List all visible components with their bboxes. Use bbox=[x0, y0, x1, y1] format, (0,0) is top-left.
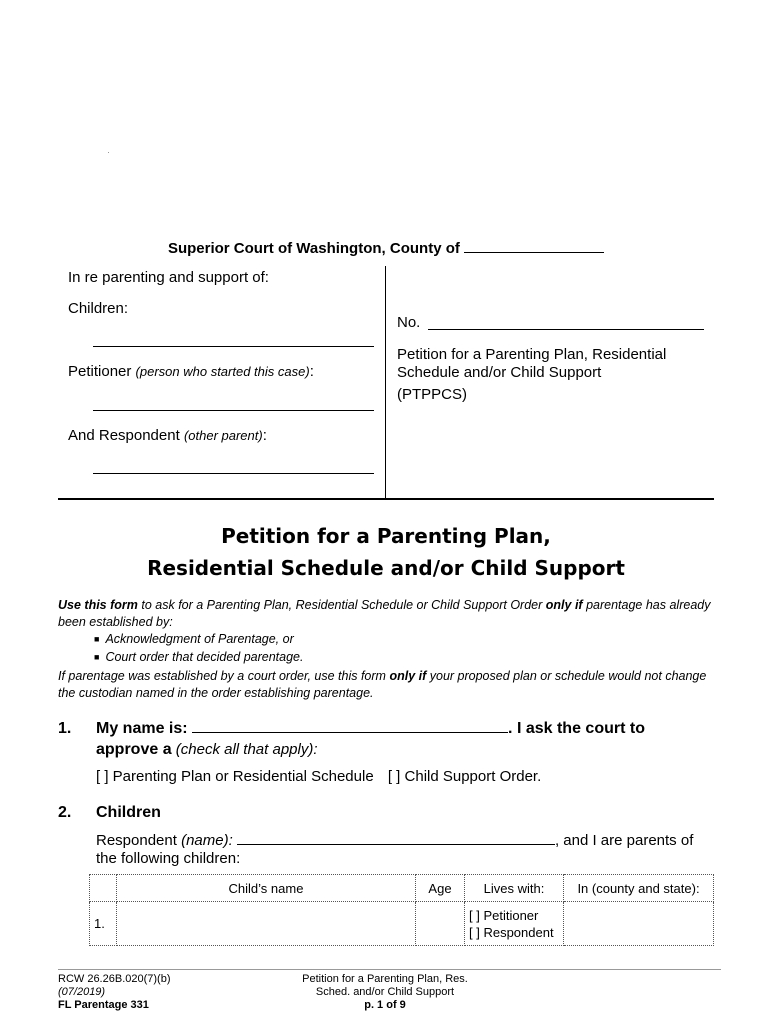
parenting-plan-checkbox[interactable]: [ ] Parenting Plan or Residential Schedule bbox=[96, 768, 374, 785]
my-name-blank[interactable] bbox=[192, 732, 508, 733]
scan-speck bbox=[108, 152, 109, 153]
row-number-header bbox=[90, 875, 117, 902]
child-name-cell[interactable] bbox=[117, 902, 416, 946]
footer-center-line2: Sched. and/or Child Support bbox=[315, 986, 455, 998]
lives-with-header: Lives with: bbox=[465, 875, 564, 902]
bullet-square-icon: ■ bbox=[94, 634, 100, 644]
footer-left bbox=[58, 973, 171, 1012]
petitioner-label: Petitioner bbox=[68, 363, 132, 380]
row-number-cell: 1. bbox=[90, 902, 117, 946]
footer-date: (07/2019) bbox=[58, 986, 106, 998]
footer-center bbox=[255, 973, 515, 1012]
petitioner-colon: : bbox=[309, 363, 314, 380]
instructions-p2-end: your proposed plan or schedule would not change the custodian named in the order establishing parentage. bbox=[58, 669, 707, 700]
doc-title-line1: Petition for a Parenting Plan, Residential bbox=[397, 346, 667, 363]
lives-with-cell bbox=[465, 902, 564, 946]
case-number-label: No. bbox=[397, 314, 421, 331]
court-heading-text: Superior Court of Washington, County of bbox=[167, 240, 460, 257]
petitioner-label-row bbox=[68, 363, 314, 380]
children-label: Children: bbox=[68, 300, 129, 317]
table-row bbox=[90, 902, 714, 946]
instructions-paragraph-2 bbox=[58, 668, 718, 702]
respondent-label-row bbox=[68, 427, 267, 444]
age-header: Age bbox=[416, 875, 465, 902]
respondent-note: (other parent) bbox=[183, 428, 263, 443]
ask-court-text: . I ask the court to bbox=[508, 720, 645, 737]
petitioner-note: (person who started this case) bbox=[135, 364, 310, 379]
lives-petitioner-checkbox[interactable]: [ ] Petitioner bbox=[469, 907, 539, 923]
section-1-number: 1. bbox=[58, 720, 72, 737]
instructions-bullet-1 bbox=[94, 632, 294, 646]
section-2-line1 bbox=[96, 832, 693, 849]
footer-center-line1: Petition for a Parenting Plan, Res. bbox=[302, 973, 468, 985]
caption-divider-horizontal bbox=[58, 498, 714, 500]
child-name-header: Child’s name bbox=[117, 875, 416, 902]
bullet-1-text: Acknowledgment of Parentage, or bbox=[105, 632, 294, 646]
respondent-label: And Respondent bbox=[68, 427, 180, 444]
bullet-square-icon: ■ bbox=[94, 652, 100, 662]
caption-divider-vertical bbox=[385, 266, 386, 499]
respondent-name-label: Respondent bbox=[96, 832, 177, 849]
petitioner-name-blank[interactable] bbox=[93, 410, 374, 411]
footer-divider bbox=[58, 969, 721, 970]
parents-of-text: , and I are parents of bbox=[554, 832, 694, 849]
county-state-header: In (county and state): bbox=[564, 875, 714, 902]
section-2-number: 2. bbox=[58, 804, 72, 821]
instructions-bullet-2 bbox=[94, 650, 303, 664]
approve-label: approve a bbox=[96, 741, 172, 758]
my-name-label: My name is: bbox=[96, 720, 188, 737]
page-title-line1: Petition for a Parenting Plan, bbox=[221, 524, 551, 548]
age-cell[interactable] bbox=[416, 902, 465, 946]
check-all-note: (check all that apply): bbox=[175, 741, 318, 758]
lives-respondent-checkbox[interactable]: [ ] Respondent bbox=[469, 924, 554, 940]
instructions-p2-start: If parentage was established by a court order, use this form bbox=[58, 669, 386, 683]
footer-page-number: p. 1 of 9 bbox=[364, 999, 406, 1011]
bullet-2-text: Court order that decided parentage. bbox=[105, 650, 304, 664]
doc-code: (PTPPCS) bbox=[397, 386, 468, 403]
instructions-paragraph-1 bbox=[58, 597, 718, 631]
in-re-label: In re parenting and support of: bbox=[68, 269, 269, 286]
following-children-text: the following children: bbox=[96, 850, 241, 867]
county-blank[interactable] bbox=[464, 252, 604, 253]
case-number-blank[interactable] bbox=[428, 329, 704, 330]
instructions-p1-mid: to ask for a Parenting Plan, Residential Schedule or Child Support Order bbox=[141, 598, 543, 612]
children-table-header bbox=[90, 875, 714, 902]
footer-rcw: RCW 26.26B.020(7)(b) bbox=[58, 973, 171, 985]
respondent-name-field[interactable] bbox=[237, 844, 555, 845]
children-name-blank[interactable] bbox=[93, 346, 374, 347]
doc-title-block bbox=[397, 346, 666, 404]
section-2-heading: Children bbox=[96, 804, 161, 821]
respondent-colon: : bbox=[262, 427, 267, 444]
children-table bbox=[89, 874, 714, 946]
section-1-line1 bbox=[96, 720, 645, 738]
only-if-emphasis-2: only if bbox=[389, 669, 427, 683]
footer-form-id: FL Parentage 331 bbox=[58, 999, 149, 1011]
section-1-line2 bbox=[96, 741, 318, 759]
use-this-form-emphasis: Use this form bbox=[58, 598, 138, 612]
section-1-options bbox=[96, 768, 541, 785]
respondent-name-note: (name): bbox=[181, 832, 233, 849]
court-heading bbox=[0, 240, 772, 257]
instructions-p1-end: parentage has already been established by: bbox=[58, 598, 711, 629]
doc-title-line2: Schedule and/or Child Support bbox=[397, 364, 602, 381]
child-support-checkbox[interactable]: [ ] Child Support Order. bbox=[387, 768, 542, 785]
county-state-cell[interactable] bbox=[564, 902, 714, 946]
respondent-name-blank[interactable] bbox=[93, 473, 374, 474]
only-if-emphasis-1: only if bbox=[545, 598, 583, 612]
page-title-line2: Residential Schedule and/or Child Support bbox=[147, 556, 625, 580]
